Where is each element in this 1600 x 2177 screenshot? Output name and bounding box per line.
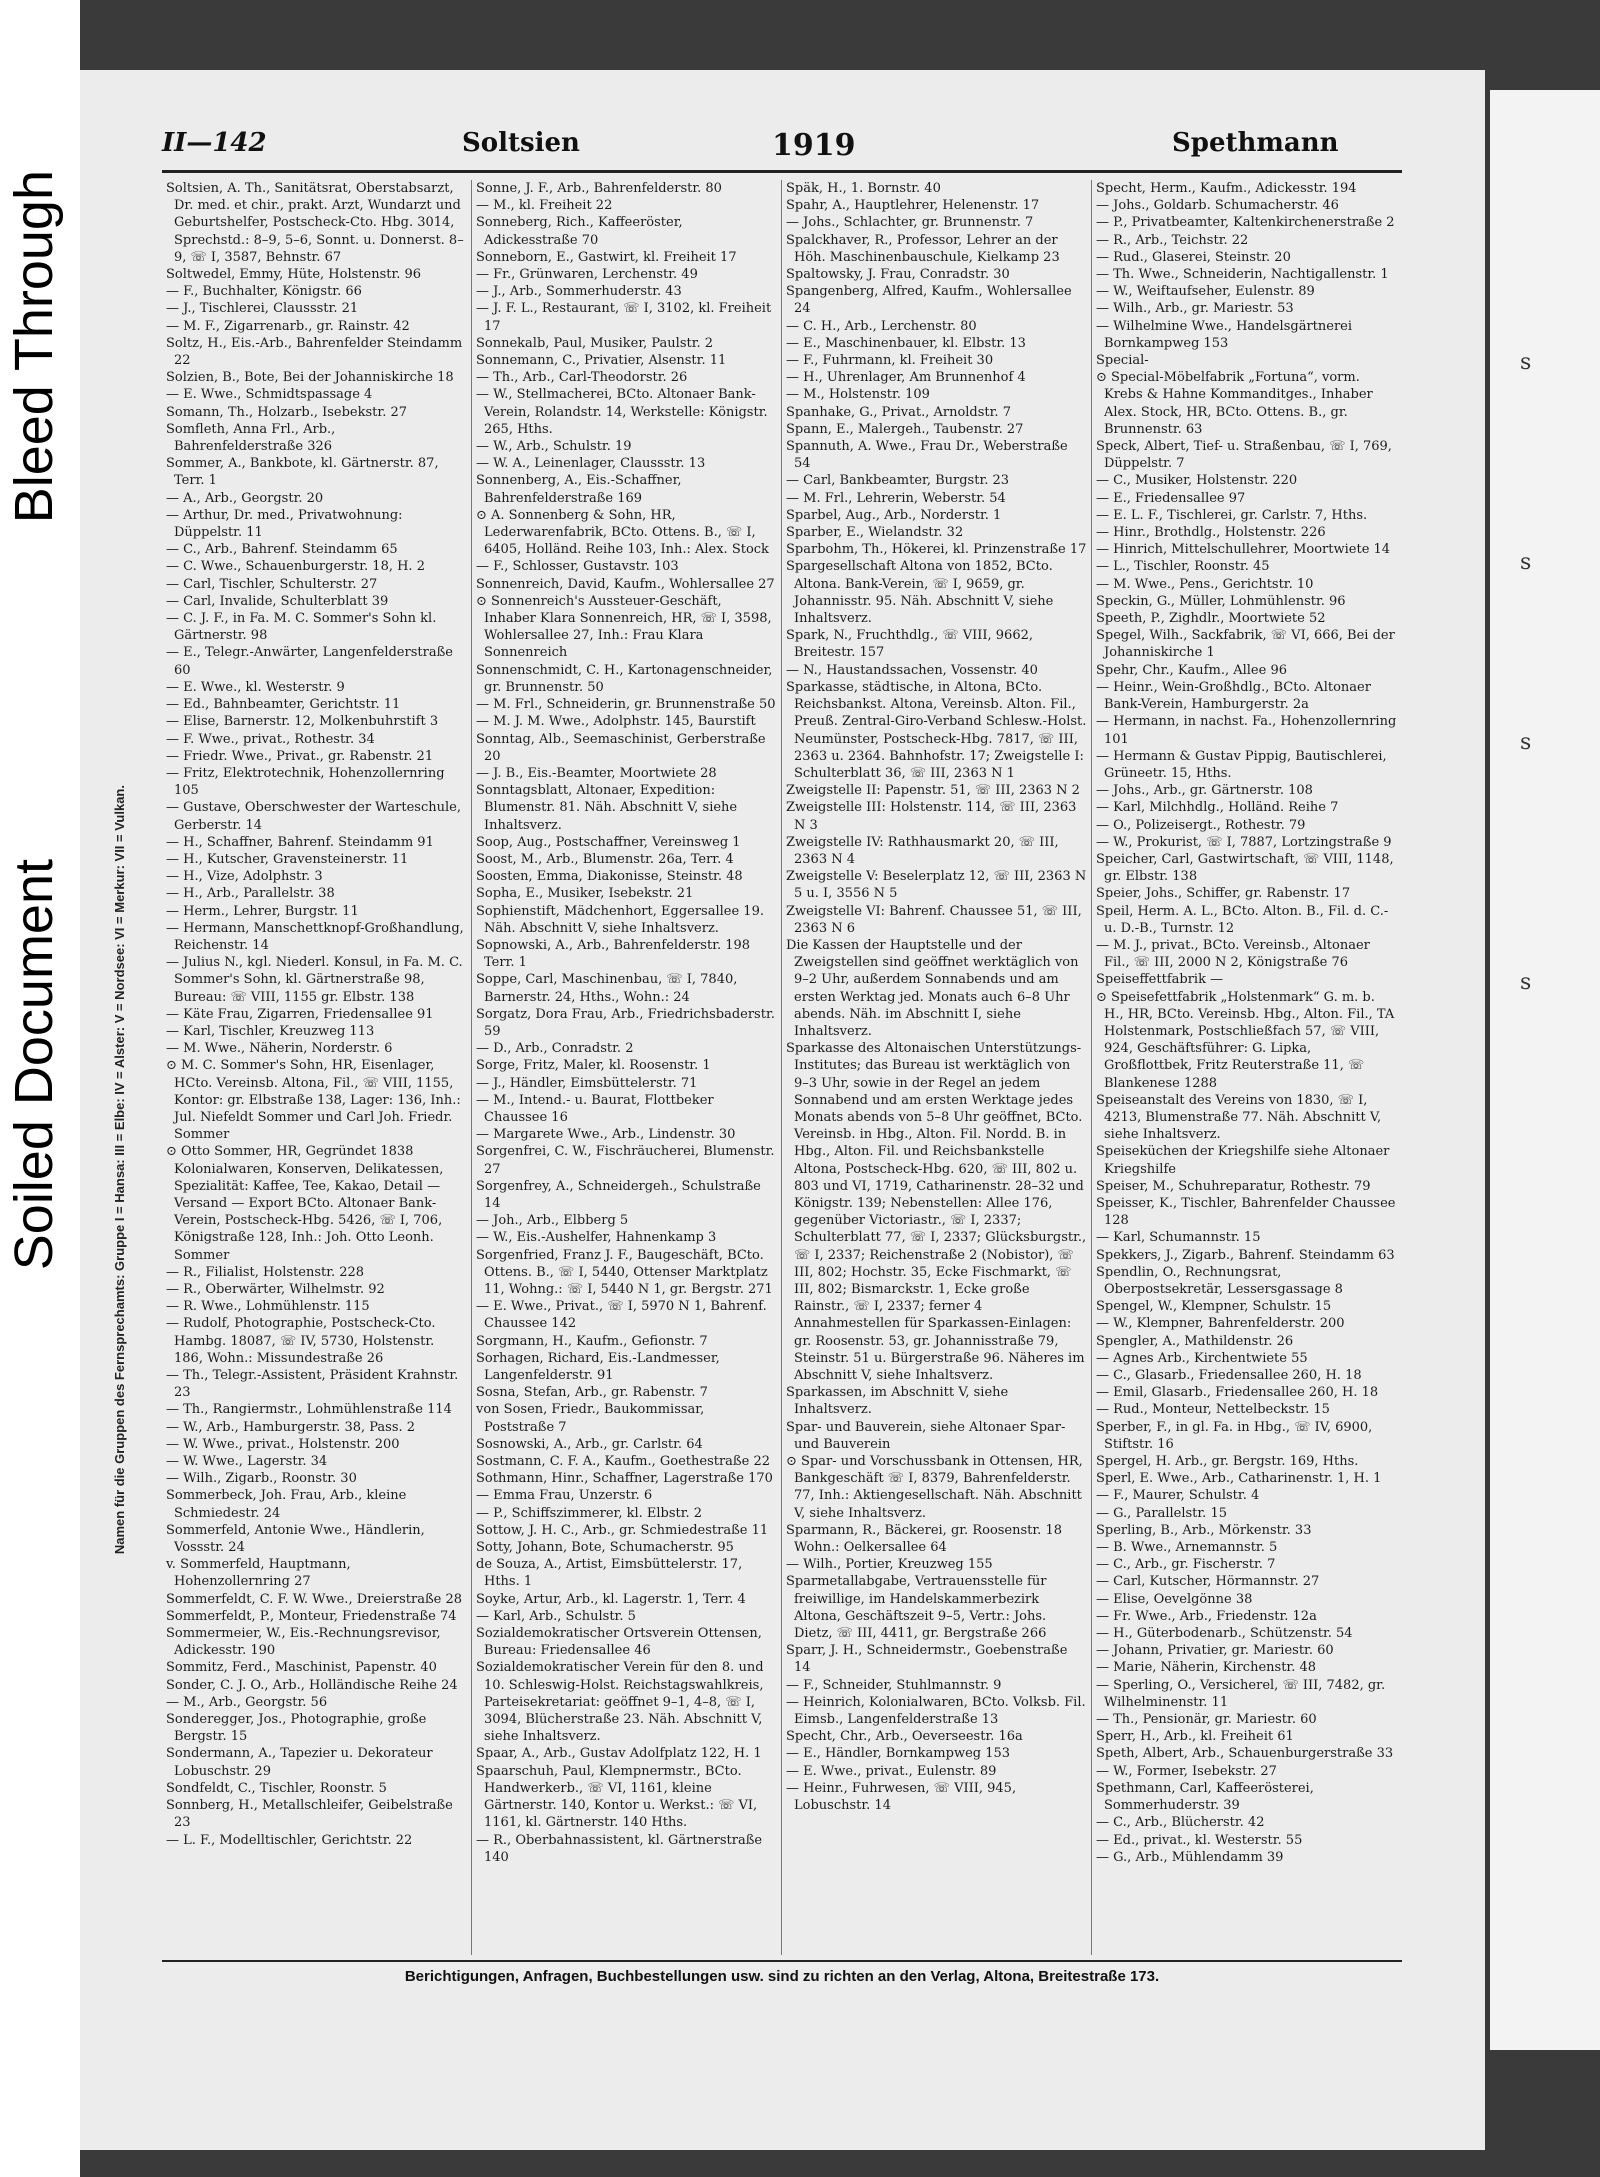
directory-entry: Sparbel, Aug., Arb., Norderstr. 1 [786,507,1002,523]
directory-entry: Speier, Johs., Schiffer, gr. Rabenstr. 17 [1096,886,1351,902]
directory-entry: — O., Polizeisergt., Rothestr. 79 [1096,817,1306,833]
directory-entry: Soop, Aug., Postschaffner, Vereinsweg 1 [476,834,741,850]
directory-entry: — Th., Arb., Carl-Theodorstr. 26 [476,370,688,386]
directory-entry: Sorgatz, Dora Frau, Arb., Friedrichsbaderstr. 59 [476,1006,775,1039]
directory-entry: Sozialdemokratischer Verein für den 8. und 10. Schleswig-Holst. Reichstagswahlkreis, Parteisekretariat: geöffnet 9–1, 4–8, ☏ I, 3094, Blücherstraße 23. Näh. Abschnitt V, siehe Inhaltsverz. [476,1660,764,1745]
directory-entry: Sommerfeldt, P., Monteur, Friedenstraße 74 [166,1608,457,1624]
directory-entry: — R., Arb., Teichstr. 22 [1096,232,1249,248]
directory-entry: Sondermann, A., Tapezier u. Dekorateur Lobuschstr. 29 [166,1746,433,1779]
page-header [162,120,1402,170]
gutter-note-text: Namen für die Gruppen des Fernsprechamts: Gruppe I = Hansa: III = Elbe: IV = Alster: V = Nordsee: VI = Merkur: VII = Vulkan. [111,785,127,1555]
directory-entry: — Käte Frau, Zigarren, Friedensallee 91 [166,1006,434,1022]
adjacent-page-mark: s [1520,550,1532,575]
directory-entry: — D., Arb., Conradstr. 2 [476,1041,634,1057]
column-2 [472,180,782,1955]
directory-entry: — R. Wwe., Lohmühlenstr. 115 [166,1299,370,1315]
directory-entry: Sonnenberg, A., Eis.-Schaffner, Bahrenfelderstraße 169 [476,473,682,506]
directory-entry: — W., Prokurist, ☏ I, 7887, Lortzingstraße 9 [1096,834,1392,850]
directory-entry: — P., Privatbeamter, Kaltenkirchenerstraße 2 [1096,215,1395,231]
header-first-name: Soltsien [462,128,580,158]
directory-entry: Sperr, H., Arb., kl. Freiheit 61 [1096,1729,1294,1745]
directory-entry: — W., Eis.-Aushelfer, Hahnenkamp 3 [476,1230,717,1246]
directory-entry: — Emma Frau, Unzerstr. 6 [476,1488,653,1504]
directory-entry: Sonnenschmidt, C. H., Kartonagenschneider, gr. Brunnenstr. 50 [476,662,773,695]
directory-entry: — Th., Telegr.-Assistent, Präsident Krahnstr. 23 [166,1368,459,1401]
directory-entry: Spangenberg, Alfred, Kaufm., Wohlersallee 24 [786,284,1072,317]
directory-entry: Sonntagsblatt, Altonaer, Expedition: Blumenstr. 81. Näh. Abschnitt V, siehe Inhaltsverz. [476,783,738,833]
directory-entry: ⊙ Sonnenreich's Aussteuer-Geschäft, Inhaber Klara Sonnenreich, HR, ☏ I, 3598, Wohlersallee 27, Inh.: Frau Klara Sonnenreich [476,593,772,661]
directory-entry: Spann, E., Malergeh., Taubenstr. 27 [786,421,1024,437]
directory-entry: Spar- und Bauverein, siehe Altonaer Spar- und Bauverein [786,1419,1066,1452]
directory-entry: Spergel, H. Arb., gr. Bergstr. 169, Hths. [1096,1454,1359,1470]
directory-entry: — W., Former, Isebekstr. 27 [1096,1763,1277,1779]
directory-entry: — Fritz, Elektrotechnik, Hohenzollernring 105 [166,765,445,799]
directory-entry: — M. J., privat., BCto. Vereinsb., Altonaer Fil., ☏ III, 2000 N 2, Königstraße 76 [1096,937,1370,971]
directory-entry: — Gustave, Oberschwester der Warteschule, Gerberstr. 14 [166,800,461,833]
directory-entry: Sondfeldt, C., Tischler, Roonstr. 5 [166,1780,387,1796]
directory-entry: Sparkasse, städtische, in Altona, BCto. Reichsbankst. Altona, Vereinsb. Alton. Fil., Preuß. Zentral-Giro-Verband Schlesw.-Holst. Neumünster, Postscheck-Hbg. 7817, ☏ III, 2363 u. 2364. Bahnhofstr. 17; Zweigstelle I: Schulterblatt 36, ☏ III, 2363 N 1 [786,679,1087,781]
header-rule [162,170,1402,173]
directory-entry: — H., Arb., Parallelstr. 38 [166,886,335,902]
directory-entry: — Rud., Glaserei, Steinstr. 20 [1096,249,1291,265]
directory-entry: — J. F. L., Restaurant, ☏ I, 3102, kl. Freiheit 17 [476,301,772,334]
page-number: II—142 [162,128,267,158]
directory-entry: Sommer, A., Bankbote, kl. Gärtnerstr. 87, Terr. 1 [166,456,439,489]
directory-entry: Sorgmann, H., Kaufm., Gefionstr. 7 [476,1333,708,1349]
header-last-name: Spethmann [1172,128,1339,158]
directory-entry: Sommerbeck, Joh. Frau, Arb., kleine Schmiedestr. 24 [166,1488,407,1521]
directory-entry: — W. A., Leinenlager, Claussstr. 13 [476,456,706,472]
directory-entry: Spahr, A., Hauptlehrer, Helenenstr. 17 [786,198,1040,214]
directory-entry: Sonnberg, H., Metallschleifer, Geibelstraße 23 [166,1798,453,1831]
directory-entry: Specht, Chr., Arb., Oeverseestr. 16a [786,1729,1023,1745]
directory-entry: Sparber, E., Wielandstr. 32 [786,525,964,541]
directory-entry: Sperl, E. Wwe., Arb., Catharinenstr. 1, H. 1 [1096,1471,1382,1487]
directory-entry: Soyke, Artur, Arb., kl. Lagerstr. 1, Terr. 4 [476,1591,746,1607]
directory-entry: Soosten, Emma, Diakonisse, Steinstr. 48 [476,869,743,885]
directory-entry: Sothmann, Hinr., Schaffner, Lagerstraße 170 [476,1471,773,1487]
directory-entry: — J., Arb., Sommerhuderstr. 43 [476,284,682,300]
directory-entry: — W. Wwe., Lagerstr. 34 [166,1454,328,1470]
directory-entry: — C. H., Arb., Lerchenstr. 80 [786,318,977,334]
directory-entry: — G., Arb., Mühlendamm 39 [1096,1849,1284,1865]
column-3 [782,180,1092,1955]
directory-entry: Spengel, W., Klempner, Schulstr. 15 [1096,1299,1332,1315]
directory-entry: — M. Frl., Schneiderin, gr. Brunnenstraße 50 [476,697,776,713]
directory-entry: Specht, Herm., Kaufm., Adickesstr. 194 [1096,181,1357,196]
directory-entry: — C. J. F., in Fa. M. C. Sommer's Sohn kl. Gärtnerstr. 98 [166,611,437,644]
directory-entry: ⊙ M. C. Sommer's Sohn, HR, Eisenlager, HCto. Vereinsb. Altona, Fil., ☏ VIII, 1155, Kontor: gr. Elbstraße 138, Lager: 136, Inh.: Jul. Niefeldt Sommer und Carl Joh. Friedr. Sommer [166,1058,461,1143]
directory-entry: — Arthur, Dr. med., Privatwohnung: Düppelstr. 11 [166,507,403,541]
directory-entry: — Johs., Goldarb. Schumacherstr. 46 [1096,198,1339,214]
directory-entry: — Joh., Arb., Elbberg 5 [476,1213,629,1229]
directory-entry: — Agnes Arb., Kirchentwiete 55 [1096,1350,1308,1366]
directory-entry: Speeth, P., Zighdlr., Moortwiete 52 [1096,611,1326,627]
directory-entry: Zweigstelle II: Papenstr. 51, ☏ III, 2363 N 2 [786,783,1080,799]
soiled-document-label: Soiled Document [4,858,64,1270]
directory-entry: — J., Tischlerei, Claussstr. 21 [166,301,359,317]
directory-entry: — N., Haustandssachen, Vossenstr. 40 [786,662,1038,678]
directory-entry: — Rud., Monteur, Nettelbeckstr. 15 [1096,1402,1330,1418]
directory-entry: Spaarschuh, Paul, Klempnermstr., BCto. Handwerkerb., ☏ VI, 1161, kleine Gärtnerstr. 140, Kontor u. Werkst.: ☏ VI, 1161, kl. Gärtnerstr. 140 Hths. [476,1763,758,1831]
column-4 [1092,180,1402,1955]
directory-entry: Sopha, E., Musiker, Isebekstr. 21 [476,886,694,902]
directory-entry: Sperling, B., Arb., Mörkenstr. 33 [1096,1522,1312,1538]
directory-entry: ⊙ Speisefettfabrik „Holstenmark“ G. m. b. H., HR, BCto. Vereinsb. Hbg., Alton. Fil., TA Holstenmark, Postschließfach 57, ☏ VIII, 924, Geschäftsführer: G. Lipka, Großflottbek, Fritz Reuterstraße 11, ☏ Blankenese 1288 [1096,989,1395,1091]
directory-entry: — C. Wwe., Schauenburgerstr. 18, H. 2 [166,559,425,575]
directory-entry: von Sosen, Friedr., Baukommissar, Poststraße 7 [476,1402,705,1435]
directory-entry: — A., Arb., Georgstr. 20 [166,490,324,506]
directory-entry: — F., Schlosser, Gustavstr. 103 [476,559,679,575]
adjacent-page-edge [1490,90,1600,2050]
directory-entry: Sommermeier, W., Eis.-Rechnungsrevisor, Adickesstr. 190 [166,1626,441,1659]
directory-entry: Spengler, A., Mathildenstr. 26 [1096,1333,1294,1349]
directory-entry: — C., Musiker, Holstenstr. 220 [1096,473,1298,489]
directory-entry: — Hermann, in nachst. Fa., Hohenzollernring 101 [1096,714,1397,747]
directory-entry: — Johs., Arb., gr. Gärtnerstr. 108 [1096,783,1313,799]
directory-entry: Speiseanstalt des Vereins von 1830, ☏ I, 4213, Blumenstraße 77. Näh. Abschnitt V, siehe Inhaltsverz. [1096,1092,1382,1143]
directory-entry: — Karl, Milchhdlg., Holländ. Reihe 7 [1096,800,1339,816]
directory-entry: — Hinr., Brothdlg., Holstenstr. 226 [1096,525,1326,541]
directory-entry: — Ed., privat., kl. Westerstr. 55 [1096,1832,1303,1848]
directory-entry: — M., Arb., Georgstr. 56 [166,1694,328,1710]
directory-entry: Sonnekalb, Paul, Musiker, Paulstr. 2 [476,335,714,351]
directory-entry: Speck, Albert, Tief- u. Straßenbau, ☏ I, 769, Düppelstr. 7 [1096,439,1392,472]
directory-entry: — E. L. F., Tischlerei, gr. Carlstr. 7, Hths. [1096,507,1368,523]
directory-entry: v. Sommerfeld, Hauptmann, Hohenzollernring 27 [166,1557,351,1590]
directory-entry: — Heinrich, Kolonialwaren, BCto. Volksb. Fil. Eimsb., Langenfelderstraße 13 [786,1694,1086,1728]
directory-entry: — Marie, Näherin, Kirchenstr. 48 [1096,1660,1317,1676]
directory-entry: — W., Stellmacherei, BCto. Altonaer Bank-Verein, Rolandstr. 14, Werkstelle: Königstr. 265, Hths. [476,387,768,437]
page-footer: Berichtigungen, Anfragen, Buchbestellungen usw. sind zu richten an den Verlag, Altona, Breitestraße 173. [404,1968,1160,1985]
directory-entry: — C., Arb., gr. Fischerstr. 7 [1096,1557,1276,1573]
directory-entry: — Th., Pensionär, gr. Mariestr. 60 [1096,1712,1317,1728]
directory-entry: — F., Schneider, Stuhlmannstr. 9 [786,1677,1002,1693]
directory-entry: — Carl, Tischler, Schulterstr. 27 [166,576,378,592]
directory-entry: Soost, M., Arb., Blumenstr. 26a, Terr. 4 [476,851,734,867]
directory-entry: — C., Arb., Bahrenf. Steindamm 65 [166,542,398,558]
directory-entry: Sorgenfrey, A., Schneidergeh., Schulstraße 14 [476,1178,761,1211]
directory-entry: — Wilh., Zigarb., Roonstr. 30 [166,1471,357,1487]
directory-entry: Sotty, Johann, Bote, Schumacherstr. 95 [476,1540,734,1556]
directory-entry: Soltz, H., Eis.-Arb., Bahrenfelder Steindamm 22 [166,335,463,369]
directory-entry: — Wilh., Portier, Kreuzweg 155 [786,1557,993,1573]
directory-entry: — W., Klempner, Bahrenfelderstr. 200 [1096,1316,1345,1332]
directory-entry: — E., Telegr.-Anwärter, Langenfelderstraße 60 [166,645,453,678]
directory-entry: Sosna, Stefan, Arb., gr. Rabenstr. 7 [476,1385,708,1401]
directory-entry: — G., Parallelstr. 15 [1096,1505,1227,1521]
directory-entry: Sparbohm, Th., Hökerei, kl. Prinzenstraße 17 [786,542,1087,558]
directory-entry: Die Kassen der Hauptstelle und der Zweigstellen sind geöffnet werktäglich von 9–2 Uhr, außerdem Sonnabends und am ersten Werktag jed. Monats auch 6–8 Uhr abends. Näh. im Abschnitt I, siehe Inhaltsverz. [786,937,1079,1039]
directory-columns [162,180,1402,1955]
overlay-labels [4,170,64,1270]
directory-entry: — C., Arb., Blücherstr. 42 [1096,1815,1265,1831]
header-year: 1919 [772,128,856,163]
directory-entry: Sparmetallabgabe, Vertrauensstelle für freiwillige, im Handelskammerbezirk Altona, Geschäftszeit 9–5, Vertr.: Johs. Dietz, ☏ III, 4411, gr. Bergstraße 266 [786,1574,1047,1642]
directory-entry: — M., Holstenstr. 109 [786,387,930,403]
directory-entry: — F. Wwe., privat., Rothestr. 34 [166,731,375,747]
directory-entry: — H., Vize, Adolphstr. 3 [166,869,323,885]
directory-entry: — H., Schaffner, Bahrenf. Steindamm 91 [166,834,434,850]
directory-entry: Zweigstelle V: Beselerplatz 12, ☏ III, 2363 N 5 u. I, 3556 N 5 [786,869,1087,902]
directory-entry: Spannuth, A. Wwe., Frau Dr., Weberstraße 54 [786,439,1068,472]
directory-entry: Sonnemann, C., Privatier, Alsenstr. 11 [476,353,727,369]
directory-entry: — J. B., Eis.-Beamter, Moortwiete 28 [476,765,717,781]
adjacent-page-mark: s [1520,350,1532,375]
adjacent-page-mark: s [1520,730,1532,755]
directory-entry: Soltsien, A. Th., Sanitätsrat, Oberstabsarzt, Dr. med. et chir., prakt. Arzt, Wundarzt und Geburtshelfer, Postscheck-Cto. Hbg. 3014, Sprechstd.: 8–9, 5–6, Sonnt. u. Donnerst. 8–9, ☏ I, 3587, Behnstr. 67 [166,181,464,265]
directory-entry: Spegel, Wilh., Sackfabrik, ☏ VI, 666, Bei der Johanniskirche 1 [1096,628,1395,661]
directory-entry: — M. Frl., Lehrerin, Weberstr. 54 [786,490,1006,506]
directory-entry: Spekkers, J., Zigarb., Bahrenf. Steindamm 63 [1096,1247,1395,1263]
directory-entry: — Johann, Privatier, gr. Mariestr. 60 [1096,1643,1334,1659]
directory-entry: — E. Wwe., Privat., ☏ I, 5970 N 1, Bahrenf. Chaussee 142 [476,1299,767,1332]
footer-rule [162,1960,1402,1962]
directory-entry: — W. Wwe., privat., Holstenstr. 200 [166,1436,400,1452]
directory-entry: Sorhagen, Richard, Eis.-Landmesser, Langenfelderstr. 91 [476,1350,720,1384]
left-margin [0,0,80,2177]
directory-entry: — M. F., Zigarrenarb., gr. Rainstr. 42 [166,318,410,334]
directory-entry: — Wilh., Arb., gr. Mariestr. 53 [1096,301,1294,317]
directory-entry: Sonneberg, Rich., Kaffeeröster, Adickesstraße 70 [476,215,683,248]
directory-entry: — Friedr. Wwe., Privat., gr. Rabenstr. 21 [166,748,434,764]
directory-entry: Speckin, G., Müller, Lohmühlenstr. 96 [1096,593,1346,609]
directory-entry: — E., Maschinenbauer, kl. Elbstr. 13 [786,335,1026,351]
directory-entry: — Wilhelmine Wwe., Handelsgärtnerei Bornkampweg 153 [1096,318,1353,351]
directory-entry: Speicher, Carl, Gastwirtschaft, ☏ VIII, 1148, gr. Elbstr. 138 [1096,851,1394,885]
directory-entry: Sonntag, Alb., Seemaschinist, Gerberstraße 20 [476,731,766,764]
directory-entry: — L., Tischler, Roonstr. 45 [1096,559,1270,575]
column-1 [162,180,472,1955]
directory-entry: — Heinr., Fuhrwesen, ☏ VIII, 945, Lobuschstr. 14 [786,1780,1017,1814]
directory-entry: — Emil, Glasarb., Friedensallee 260, H. 18 [1096,1385,1379,1401]
directory-entry: Sonnenreich, David, Kaufm., Wohlersallee 27 [476,576,775,592]
directory-entry: Spargesellschaft Altona von 1852, BCto. Altona. Bank-Verein, ☏ I, 9659, gr. Johannisstr. 95. Näh. Abschnitt V, siehe Inhaltsverz. [786,559,1054,627]
directory-entry: Spendlin, O., Rechnungsrat, Oberpostsekretär, Lessersgassage 8 [1096,1264,1343,1297]
directory-entry: — Elise, Oevelgönne 38 [1096,1591,1253,1607]
directory-entry: — R., Oberwärter, Wilhelmstr. 92 [166,1282,385,1297]
directory-entry: — Carl, Bankbeamter, Burgstr. 23 [786,473,1010,489]
directory-entry: Sorgenfried, Franz J. F., Baugeschäft, BCto. Ottens. B., ☏ I, 5440, Ottenser Marktplatz 11, Wohng.: ☏ I, 5440 N 1, gr. Bergstr. 271 [476,1247,773,1297]
directory-entry: Sorgenfrei, C. W., Fischräucherei, Blumenstr. 27 [476,1144,775,1177]
bleed-through-label: Bleed Through [4,170,64,524]
directory-entry: Sostmann, C. F. A., Kaufm., Goethestraße 22 [476,1454,770,1470]
directory-entry: Special- [1096,353,1149,369]
directory-entry: — Julius N., kgl. Niederl. Konsul, in Fa. M. C. Sommer's Sohn, kl. Gärtnerstraße 98, Bureau: ☏ VIII, 1155 gr. Elbstr. 138 [166,955,463,1005]
directory-entry: Somann, Th., Holzarb., Isebekstr. 27 [166,404,407,420]
directory-entry: — Margarete Wwe., Arb., Lindenstr. 30 [476,1127,736,1143]
directory-entry: — E., Händler, Bornkampweg 153 [786,1746,1011,1762]
directory-entry: Spaar, A., Arb., Gustav Adolfplatz 122, H. 1 [476,1746,762,1762]
directory-entry: — M., kl. Freiheit 22 [476,198,613,214]
directory-entry: Sosnowski, A., Arb., gr. Carlstr. 64 [476,1436,703,1452]
directory-entry: — Th. Wwe., Schneiderin, Nachtigallenstr. 1 [1096,267,1389,283]
directory-entry: Sparr, J. H., Schneidermstr., Goebenstraße 14 [786,1643,1068,1676]
adjacent-page-mark: s [1520,970,1532,995]
directory-entry: — Karl, Schumannstr. 15 [1096,1230,1261,1246]
directory-entry: — M. Wwe., Pens., Gerichtstr. 10 [1096,576,1314,592]
directory-entry: Sonneborn, E., Gastwirt, kl. Freiheit 17 [476,249,737,265]
directory-entry: Spehr, Chr., Kaufm., Allee 96 [1096,662,1287,678]
directory-entry: Soltwedel, Emmy, Hüte, Holstenstr. 96 [166,267,422,283]
directory-entry: Sozialdemokratischer Ortsverein Ottensen, Bureau: Friedensallee 46 [476,1626,762,1659]
directory-entry: — H., Kutscher, Gravensteinerstr. 11 [166,851,409,867]
directory-entry: — W., Weiftaufseher, Eulenstr. 89 [1096,284,1315,300]
directory-entry: — J., Händler, Eimsbüttelerstr. 71 [476,1075,698,1091]
directory-entry: — Johs., Schlachter, gr. Brunnenstr. 7 [786,215,1034,231]
directory-entry: Speiseffettfabrik — [1096,972,1224,988]
directory-entry: — Herm., Lehrer, Burgstr. 11 [166,903,359,919]
directory-entry: — F., Maurer, Schulstr. 4 [1096,1488,1260,1504]
directory-entry: Speth, Albert, Arb., Schauenburgerstraße 33 [1096,1746,1394,1762]
directory-entry: Sparkassen, im Abschnitt V, siehe Inhaltsverz. [786,1385,1009,1418]
directory-entry: Zweigstelle III: Holstenstr. 114, ☏ III, 2363 N 3 [786,800,1077,833]
directory-entry: Spalckhaver, R., Professor, Lehrer an der Höh. Maschinenbauschule, Kielkamp 23 [786,232,1060,265]
directory-entry: — W., Arb., Hamburgerstr. 38, Pass. 2 [166,1419,416,1435]
directory-entry: — Carl, Kutscher, Hörmannstr. 27 [1096,1574,1320,1590]
directory-entry: Speil, Herm. A. L., BCto. Alton. B., Fil. d. C.- u. D.-B., Turnstr. 12 [1096,903,1389,936]
directory-entry: ⊙ Special-Möbelfabrik „Fortuna“, vorm. Krebs & Hahne Kommanditges., Inhaber Alex. Stock, HR, BCto. Ottens. B., gr. Brunnenstr. 63 [1096,370,1373,437]
directory-entry: — Hermann & Gustav Pippig, Bautischlerei, Grüneetr. 15, Hths. [1096,748,1387,781]
gutter-note [104,370,134,1970]
directory-entry: — E. Wwe., kl. Westerstr. 9 [166,679,345,695]
directory-entry: — P., Schiffszimmerer, kl. Elbstr. 2 [476,1505,703,1521]
directory-entry: Sparmann, R., Bäckerei, gr. Roosenstr. 18 Wohn.: Oelkersallee 64 [786,1522,1062,1556]
directory-entry: — Rudolf, Photographie, Postscheck-Cto. Hambg. 18087, ☏ IV, 5730, Holstenstr. 186, Wohn.: Missundestraße 26 [166,1316,436,1366]
directory-entry: — E., Friedensallee 97 [1096,490,1246,506]
directory-entry: — R., Oberbahnassistent, kl. Gärtnerstraße 140 [476,1832,763,1865]
directory-entry: — E. Wwe., privat., Eulenstr. 89 [786,1763,997,1779]
directory-entry: — Heinr., Wein-Großhdlg., BCto. Altonaer Bank-Verein, Hamburgerstr. 2a [1096,679,1371,713]
directory-entry: Sommerfeld, Antonie Wwe., Händlerin, Vossstr. 24 [166,1522,425,1556]
directory-entry: Sopnowski, A., Arb., Bahrenfelderstr. 198 Terr. 1 [476,937,751,971]
directory-entry: — C., Glasarb., Friedensallee 260, H. 18 [1096,1368,1362,1384]
document-page [80,70,1485,2150]
directory-entry: Sonder, C. J. O., Arb., Holländische Reihe 24 [166,1677,458,1693]
directory-entry: — H., Güterbodenarb., Schützenstr. 54 [1096,1626,1353,1642]
directory-entry: — W., Arb., Schulstr. 19 [476,439,632,455]
directory-entry: — Hinrich, Mittelschullehrer, Moortwiete 14 [1096,542,1391,558]
directory-entry: Spark, N., Fruchthdlg., ☏ VIII, 9662, Breitestr. 157 [786,628,1033,661]
directory-entry: — H., Uhrenlager, Am Brunnenhof 4 [786,370,1026,386]
directory-entry: ⊙ A. Sonnenberg & Sohn, HR, Lederwarenfabrik, BCto. Ottens. B., ☏ I, 6405, Holländ. Reihe 103, Inh.: Alex. Stock [476,507,769,558]
directory-entry: de Souza, A., Artist, Eimsbüttelerstr. 17, Hths. 1 [476,1557,743,1590]
directory-entry: — Ed., Bahnbeamter, Gerichtstr. 11 [166,697,401,713]
directory-entry: Späk, H., 1. Bornstr. 40 [786,181,941,196]
directory-entry: Solzien, B., Bote, Bei der Johanniskirche 18 [166,370,454,386]
directory-entry: — Karl, Arb., Schulstr. 5 [476,1608,636,1624]
directory-entry: — F., Fuhrmann, kl. Freiheit 30 [786,353,994,369]
directory-entry: — E. Wwe., Schmidtspassage 4 [166,387,373,403]
directory-entry: Soppe, Carl, Maschinenbau, ☏ I, 7840, Barnerstr. 24, Hths., Wohn.: 24 [476,972,738,1005]
directory-entry: Speisser, K., Tischler, Bahrenfelder Chaussee 128 [1096,1195,1396,1229]
directory-entry: Speiseküchen der Kriegshilfe siehe Altonaer Kriegshilfe [1096,1144,1390,1177]
directory-entry: — M. J. M. Wwe., Adolphstr. 145, Baurstift [476,714,756,730]
directory-entry: — Th., Rangiermstr., Lohmühlenstraße 114 [166,1402,452,1418]
directory-entry: Sommerfeldt, C. F. W. Wwe., Dreierstraße 28 [166,1591,463,1607]
directory-entry: — M. Wwe., Näherin, Norderstr. 6 [166,1041,393,1057]
directory-entry: Sparkasse des Altonaischen Unterstützungs-Institutes; das Bureau ist werktäglich von 9–3 Uhr, sowie in der Regel an jedem Sonnabend und am ersten Werktage jedes Monats abends von 5–8 Uhr geöffnet, BCto. Vereinsb. in Hbg., Alton. Fil. Nordd. B. in Hbg., Alton. Fil. und Reichsbankstelle Altona, Postscheck-Hbg. 620, ☏ III, 802 u. 803 und VI, 1719, Catharinenstr. 28–32 und Königstr. 139; Nebenstellen: Allee 176, gegenüber Victoriastr., ☏ I, 2337; Schulterblatt 77, ☏ I, 2337; Glücksburgstr., ☏ I, 2337; Reichenstraße 2 (Nobistor), ☏ III, 802; Hochstr. 35, Ecke Fischmarkt, ☏ III, 802; Bismarckstr. 1, Ecke große Rainstr., ☏ I, 2337; ferner 4 Annahmestellen für Sparkassen-Einlagen: gr. Roosenstr. 53, gr. Johannisstraße 79, Steinstr. 51 u. Bürgerstraße 96. Näheres im Abschnitt V, siehe Inhaltsverz. [786,1041,1087,1384]
directory-entry: Sorge, Fritz, Maler, kl. Roosenstr. 1 [476,1058,711,1074]
directory-entry: Sommitz, Ferd., Maschinist, Papenstr. 40 [166,1660,437,1676]
directory-entry: — Fr., Grünwaren, Lerchenstr. 49 [476,267,698,283]
directory-entry: Sonne, J. F., Arb., Bahrenfelderstr. 80 [476,181,722,196]
directory-entry: — Karl, Tischler, Kreuzweg 113 [166,1023,375,1039]
directory-entry: Sperber, F., in gl. Fa. in Hbg., ☏ IV, 6900, Stiftstr. 16 [1096,1419,1373,1452]
directory-entry: ⊙ Otto Sommer, HR, Gegründet 1838 Kolonialwaren, Konserven, Delikatessen, Spezialität: Kaffee, Tee, Kakao, Detail — Versand — Export BCto. Altonaer Bank-Verein, Postscheck-Hbg. 5426, ☏ I, 706, Königstraße 128, Inh.: Joh. Otto Leonh. Sommer [166,1144,444,1263]
directory-entry: — M., Intend.- u. Baurat, Flottbeker Chaussee 16 [476,1092,714,1125]
directory-entry: Sonderegger, Jos., Photographie, große Bergstr. 15 [166,1712,427,1745]
directory-entry: Somfleth, Anna Frl., Arb., Bahrenfelderstraße 326 [166,421,336,455]
directory-entry: — Sperling, O., Versicherel, ☏ III, 7482, gr. Wilhelminenstr. 11 [1096,1677,1386,1710]
directory-entry: Spethmann, Carl, Kaffeerösterei, Sommerhuderstr. 39 [1096,1780,1314,1814]
directory-entry: Spaltowsky, J. Frau, Conradstr. 30 [786,267,1010,283]
directory-entry: Speiser, M., Schuhreparatur, Rothestr. 79 [1096,1178,1371,1194]
directory-entry: — Elise, Barnerstr. 12, Molkenbuhrstift 3 [166,714,439,730]
directory-entry: — R., Filialist, Holstenstr. 228 [166,1264,365,1280]
directory-entry: Zweigstelle IV: Rathhausmarkt 20, ☏ III, 2363 N 4 [786,834,1059,867]
directory-entry: — Fr. Wwe., Arb., Friedenstr. 12a [1096,1608,1317,1624]
directory-entry: Sophienstift, Mädchenhort, Eggersallee 19. Näh. Abschnitt V, siehe Inhaltsverz. [476,903,764,936]
directory-entry: — Carl, Invalide, Schulterblatt 39 [166,593,389,609]
directory-entry: — Hermann, Manschettknopf-Großhandlung, Reichenstr. 14 [166,920,464,953]
directory-entry: Zweigstelle VI: Bahrenf. Chaussee 51, ☏ III, 2363 N 6 [786,903,1082,936]
directory-entry: Spanhake, G., Privat., Arnoldstr. 7 [786,404,1011,420]
directory-entry: ⊙ Spar- und Vorschussbank in Ottensen, HR, Bankgeschäft ☏ I, 8379, Bahrenfelderstr. 77, Inh.: Aktiengesellschaft. Näh. Abschnitt V, siehe Inhaltsverz. [786,1454,1083,1521]
directory-entry: Sottow, J. H. C., Arb., gr. Schmiedestraße 11 [476,1522,769,1538]
directory-entry: — B. Wwe., Arnemannstr. 5 [1096,1540,1278,1556]
directory-entry: — F., Buchhalter, Königstr. 66 [166,284,362,300]
directory-entry: — L. F., Modelltischler, Gerichtstr. 22 [166,1832,413,1848]
